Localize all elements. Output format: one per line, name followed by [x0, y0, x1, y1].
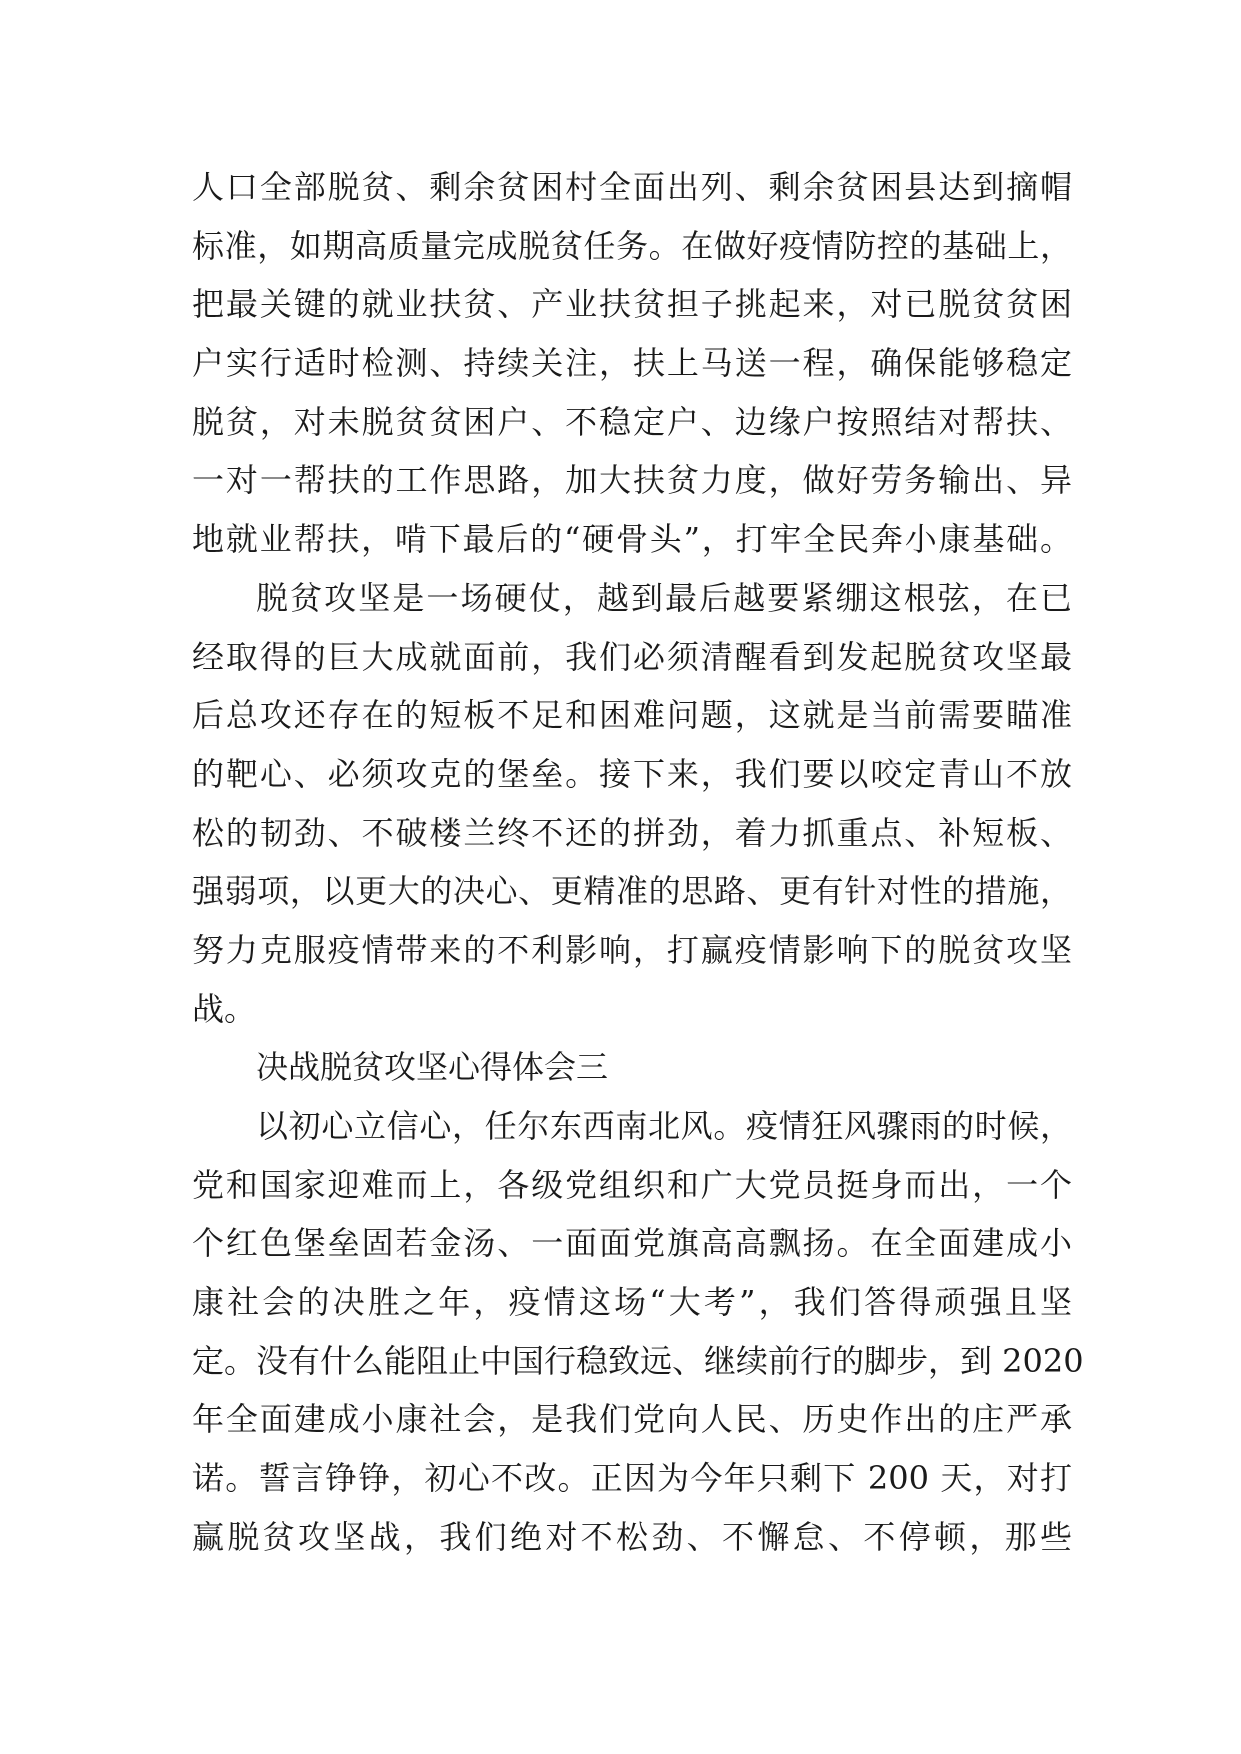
text-line: 党和国家迎难而上，各级党组织和广大党员挺身而出，一个	[192, 1165, 1072, 1204]
text-line: 决战脱贫攻坚心得体会三	[256, 1048, 609, 1087]
text-line: 把最关键的就业扶贫、产业扶贫担子挑起来，对已脱贫贫困	[192, 285, 1072, 324]
text-line: 个红色堡垒固若金汤、一面面党旗高高飘扬。在全面建成小	[192, 1224, 1072, 1263]
text-line: 一对一帮扶的工作思路，加大扶贫力度，做好劳务输出、异	[192, 461, 1072, 500]
text-line: 年全面建成小康社会，是我们党向人民、历史作出的庄严承	[192, 1400, 1072, 1439]
text-line: 康社会的决胜之年，疫情这场“大考”，我们答得顽强且坚	[192, 1283, 1072, 1322]
text-line: 户实行适时检测、持续关注，扶上马送一程，确保能够稳定	[192, 344, 1072, 383]
text-line: 经取得的巨大成就面前，我们必须清醒看到发起脱贫攻坚最	[192, 637, 1072, 676]
text-line: 强弱项，以更大的决心、更精准的思路、更有针对性的措施，	[192, 872, 1072, 911]
text-line: 诺。誓言铮铮，初心不改。正因为今年只剩下 200 天，对打	[192, 1459, 1072, 1498]
text-line: 以初心立信心，任尔东西南北风。疫情狂风骤雨的时候，	[256, 1107, 1072, 1145]
text-line: 脱贫，对未脱贫贫困户、不稳定户、边缘户按照结对帮扶、	[192, 402, 1072, 441]
text-line: 后总攻还存在的短板不足和困难问题，这就是当前需要瞄准	[192, 696, 1072, 735]
text-line: 的靶心、必须攻克的堡垒。接下来，我们要以咬定青山不放	[192, 754, 1072, 793]
text-line: 标准，如期高质量完成脱贫任务。在做好疫情防控的基础上，	[192, 226, 1072, 265]
text-line: 努力克服疫情带来的不利影响，打赢疫情影响下的脱贫攻坚	[192, 930, 1072, 969]
text-line: 地就业帮扶，啃下最后的“硬骨头”，打牢全民奔小康基础。	[192, 520, 1072, 559]
text-line: 脱贫攻坚是一场硬仗，越到最后越要紧绷这根弦，在已	[256, 578, 1072, 617]
body-text	[192, 158, 1084, 1567]
text-line: 人口全部脱贫、剩余贫困村全面出列、剩余贫困县达到摘帽	[192, 168, 1072, 206]
text-line: 战。	[192, 989, 257, 1028]
text-line: 定。没有什么能阻止中国行稳致远、继续前行的脚步，到 2020	[192, 1341, 1084, 1380]
text-line: 赢脱贫攻坚战，我们绝对不松劲、不懈怠、不停顿，那些	[192, 1517, 1072, 1556]
text-line: 松的韧劲、不破楼兰终不还的拼劲，着力抓重点、补短板、	[192, 813, 1072, 852]
